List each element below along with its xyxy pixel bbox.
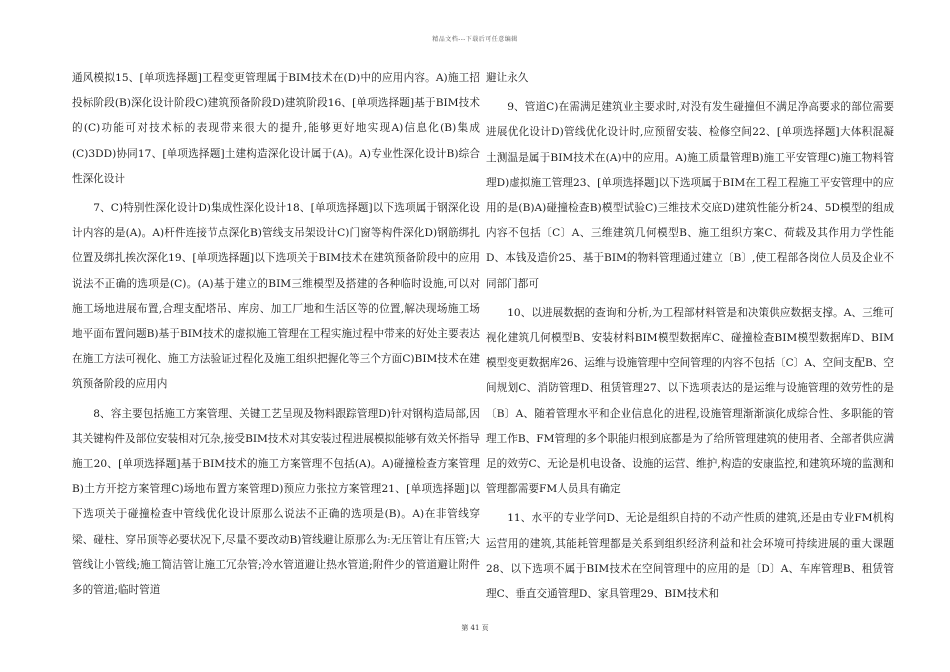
left-column	[72, 66, 480, 611]
right-column	[486, 66, 894, 611]
paragraph: 8、容主要包括施工方案管理、关键工艺呈现及物料跟踪管理D)针对钢构造局部,因其关键构件及部位安装相对冗杂,接受BIM技术对其安装过程进展模拟能够有效关怀指导施工20、[单项选择题]基于BIM技术的施工方案管理不包括(A)。A)碰撞检查方案管理B)土方开挖方案管理C)场地布置方案管理D)预应力张拉方案管理21、[单项选择题]以下选项关于碰撞检查中管线优化设计原那么说法不正确的选项是(B)。A)在非管线穿梁、碰柱、穿吊顶等必要状况下,尽量不要改动B)管线避让原那么为:无压管让有压管;大管线让小管线;施工简洁管让施工冗杂管;冷水管道避让热水管道;附件少的管道避让附件多的管道;临时管道	[72, 407, 480, 597]
paragraph: 通风模拟15、[单项选择题]工程变更管理属于BIM技术在(D)中的应用内容。A)施工招投标阶段(B)深化设计阶段C)建筑预备阶段D)建筑阶段16、[单项选择题]基于BIM技术的(C)功能可对技术标的表现带来很大的提升,能够更好地实现A)信息化(B)集成(C)3DD)协同17、[单项选择题]土建构造深化设计属于(A)。A)专业性深化设计B)综合性深化设计	[72, 72, 480, 185]
page-number: 第 41 页	[461, 624, 489, 632]
paragraph: 10、以进展数据的查询和分析,为工程部材料管是和决策供应数据支撑。A、三维可视化建筑几何模型B、安装材料BIM模型数据库C、碰撞检查BIM模型数据库D、BIM模型变更数据库26、运维与设施管理中空间管理的内容不包括〔C〕A、空间支配B、空间规划C、消防管理D、租赁管理27、以下选项表达的是运维与设施管理的效劳性的是〔B〕A、随着管理水平和企业信息化的进程,设施管理渐渐演化成综合性、多职能的管理工作B、FM管理的多个职能归根到底都是为了给所管理建筑的使用者、全部者供应满足的效劳C、无论是机电设备、设施的运营、维护,构造的安康监控,和建筑环境的监测和管理都需要FM人员具有确定	[486, 306, 894, 496]
paragraph: 11、水平的专业学问D、无论是组织自持的不动产性质的建筑,还是由专业FM机构运营用的建筑,其能耗管理都是关系到组织经济利益和社会环境可持续进展的重大课题28、以下选项不属于BIM技术在空间管理中的应用的是〔D〕A、车库管理B、租赁管理C、垂直交通管理D、家具管理29、BIM技术和	[486, 512, 894, 601]
paragraph: 避让永久	[486, 72, 529, 84]
page-header: 精品文档---下载后可任意编辑	[432, 36, 518, 43]
paragraph: 7、C)特别性深化设计D)集成性深化设计18、[单项选择题]以下选项属于钢深化设计内容的是(A)。A)杆件连接节点深化B)管线支吊架设计C)门窗等构件深化D)钢筋绑扎位置及绑扎挨次深化19、[单项选择题]以下选项关于BIM技术在建筑预备阶段中的应用说法不正确的选项是(C)。(A)基于建立的BIM三维模型及搭建的各种临时设施,可以对施工场地进展布置,合理支配塔吊、库房、加工厂地和生活区等的位置,解决现场施工场地平面布置问题B)基于BIM技术的虚拟施工管理在工程实施过程中带来的好处主要表达在施工方法可视化、施工方法验证过程化及施工组织把握化等三个方面C)BIM技术在建筑预备阶段的应用内	[72, 202, 480, 391]
paragraph: 9、管道C)在需满足建筑业主要求时,对没有发生碰撞但不满足净高要求的部位需要进展优化设计D)管线优化设计时,应预留安装、检修空间22、[单项选择题]大体积混凝土测温是属于BIM技术在(A)中的应用。A)施工质量管理B)施工平安管理C)施工物料管理D)虚拟施工管理23、[单项选择题]以下选项属于BIM在工程工程施工平安管理中的应用的是(B)A)碰撞检查B)模型试验C)三维技术交底D)建筑性能分析24、5D模型的组成内容不包括〔C〕A、三维建筑几何模型B、施工组织方案C、荷载及其作用力学性能D、本钱及造价25、基于BIM的物料管理通过建立〔B〕,使工程部各岗位人员及企业不同部门都可	[486, 101, 894, 290]
